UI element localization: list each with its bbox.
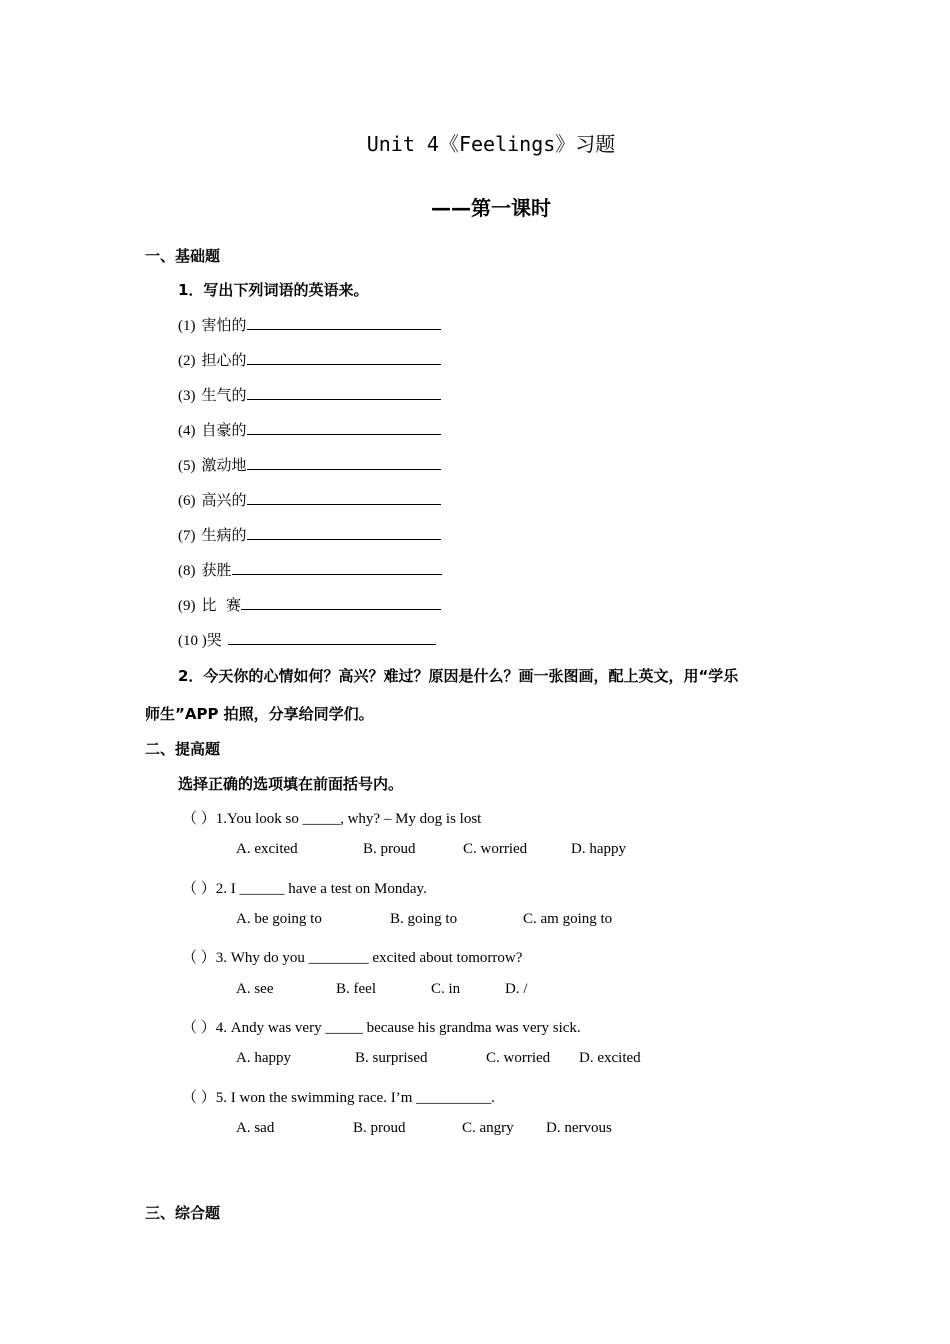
vocab-item bbox=[178, 419, 441, 440]
option-a[interactable]: A. happy bbox=[236, 1050, 291, 1066]
vocab-word: 生病的 bbox=[201, 526, 247, 544]
option-a[interactable]: A. be going to bbox=[236, 911, 322, 927]
answer-blank[interactable] bbox=[232, 560, 442, 575]
option-c[interactable]: C. worried bbox=[463, 841, 528, 857]
vocab-item bbox=[178, 629, 436, 650]
vocab-number: (9) bbox=[178, 598, 196, 614]
option-d[interactable]: D. excited bbox=[579, 1050, 641, 1066]
vocab-number: (6) bbox=[178, 493, 196, 509]
question-2-line-2: 师生”APP 拍照，分享给同学们。 bbox=[145, 705, 374, 723]
answer-blank[interactable] bbox=[228, 630, 436, 645]
option-c[interactable]: C. am going to bbox=[523, 911, 613, 927]
option-b[interactable]: B. proud bbox=[353, 1120, 406, 1136]
answer-blank[interactable] bbox=[247, 385, 441, 400]
answer-blank[interactable] bbox=[247, 420, 441, 435]
option-c[interactable]: C. in bbox=[431, 981, 461, 997]
vocab-item bbox=[178, 454, 441, 475]
option-c[interactable]: C. angry bbox=[462, 1120, 514, 1136]
option-a[interactable]: A. excited bbox=[236, 841, 298, 857]
vocab-number: (3) bbox=[178, 388, 196, 404]
vocab-word: 获胜 bbox=[201, 561, 232, 579]
option-d[interactable]: D. happy bbox=[571, 841, 626, 857]
section-heading-advanced: 二、提高题 bbox=[145, 740, 221, 758]
mc-question: （ ）5. I won the swimming race. I’m __________. bbox=[182, 1090, 495, 1106]
vocab-word: 害怕的 bbox=[201, 316, 247, 334]
option-a[interactable]: A. sad bbox=[236, 1120, 275, 1136]
vocab-item bbox=[178, 349, 441, 370]
vocab-item bbox=[178, 489, 441, 510]
option-c[interactable]: C. worried bbox=[486, 1050, 551, 1066]
section-heading-basic: 一、基础题 bbox=[145, 247, 221, 265]
vocab-number: (5) bbox=[178, 458, 196, 474]
vocab-word: 担心的 bbox=[201, 351, 247, 369]
option-b[interactable]: B. going to bbox=[390, 911, 458, 927]
vocab-number: (2) bbox=[178, 353, 196, 369]
vocab-number: (1) bbox=[178, 318, 196, 334]
vocab-number: (8) bbox=[178, 563, 196, 579]
section-2-instruction: 选择正确的选项填在前面括号内。 bbox=[178, 775, 404, 793]
option-d[interactable]: D. / bbox=[505, 981, 528, 997]
vocab-item bbox=[178, 314, 441, 335]
section-heading-comprehensive: 三、综合题 bbox=[145, 1204, 221, 1222]
vocab-item bbox=[178, 384, 441, 405]
vocab-number: (4) bbox=[178, 423, 196, 439]
option-b[interactable]: B. proud bbox=[363, 841, 416, 857]
vocab-number: (7) bbox=[178, 528, 196, 544]
mc-question: （ ）2. I ______ have a test on Monday. bbox=[182, 881, 427, 897]
vocab-item bbox=[178, 559, 442, 580]
page-title: Unit 4《Feelings》习题 bbox=[366, 132, 616, 156]
vocab-number: (10 ) bbox=[178, 633, 207, 649]
vocab-word: 生气的 bbox=[201, 386, 247, 404]
vocab-word: 比 赛 bbox=[201, 596, 242, 614]
answer-blank[interactable] bbox=[247, 490, 441, 505]
vocab-item bbox=[178, 594, 441, 615]
answer-blank[interactable] bbox=[247, 525, 441, 540]
vocab-word: 高兴的 bbox=[201, 491, 247, 509]
question-2-line-1: 2．今天你的心情如何？高兴？难过？原因是什么？画一张图画，配上英文，用“学乐 bbox=[178, 667, 739, 685]
answer-blank[interactable] bbox=[247, 455, 441, 470]
answer-blank[interactable] bbox=[247, 315, 441, 330]
option-b[interactable]: B. surprised bbox=[355, 1050, 428, 1066]
option-a[interactable]: A. see bbox=[236, 981, 274, 997]
vocab-word: 哭 bbox=[206, 631, 222, 649]
vocab-word: 自豪的 bbox=[201, 421, 247, 439]
mc-question: （ ）3. Why do you ________ excited about tomorrow? bbox=[182, 950, 523, 966]
page-subtitle: ——第一课时 bbox=[431, 196, 551, 220]
mc-question: （ ）1.You look so _____, why? – My dog is lost bbox=[182, 811, 482, 827]
mc-question: （ ）4. Andy was very _____ because his grandma was very sick. bbox=[182, 1020, 581, 1036]
answer-blank[interactable] bbox=[241, 595, 441, 610]
vocab-item bbox=[178, 524, 441, 545]
option-d[interactable]: D. nervous bbox=[546, 1120, 612, 1136]
option-b[interactable]: B. feel bbox=[336, 981, 376, 997]
vocab-word: 激动地 bbox=[201, 456, 247, 474]
answer-blank[interactable] bbox=[247, 350, 441, 365]
question-1-instruction: 1．写出下列词语的英语来。 bbox=[178, 281, 369, 299]
